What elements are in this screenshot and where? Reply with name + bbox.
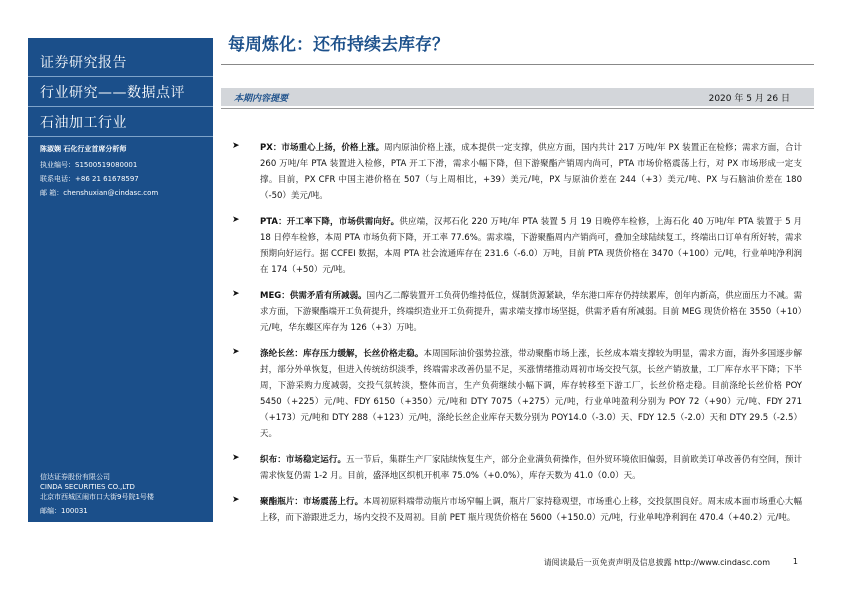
list-item: [232, 214, 802, 278]
arrow-bullet-icon: ➤: [232, 453, 240, 463]
page-number: 1: [792, 557, 798, 566]
analyst-email[interactable]: 邮 箱：chenshuxian@cindasc.com: [40, 189, 159, 197]
item-text: [260, 140, 802, 204]
analyst-license: 执业编号：S1500519080001: [40, 161, 138, 169]
company-info: [40, 472, 154, 516]
sidebar-title-type: 行业研究——数据点评: [40, 85, 185, 101]
arrow-bullet-icon: ➤: [232, 215, 240, 225]
list-item: [232, 346, 802, 442]
company-postcode: 邮编：100031: [40, 507, 88, 515]
item-text: [260, 288, 802, 336]
item-text: [260, 214, 802, 278]
arrow-bullet-icon: ➤: [232, 141, 240, 151]
list-item: [232, 288, 802, 336]
item-lead: 聚酯瓶片：市场震荡上行。: [260, 497, 364, 507]
list-item: [232, 494, 802, 526]
item-lead: MEG：供需矛盾有所减弱。: [260, 291, 367, 301]
title-divider: [221, 64, 814, 65]
arrow-bullet-icon: ➤: [232, 495, 240, 505]
sidebar-title-industry: 石油加工行业: [40, 115, 127, 131]
footer-disclaimer[interactable]: 请阅读最后一页免责声明及信息披露 http://www.cindasc.com: [543, 558, 770, 567]
company-address: 北京市西城区闹市口大街9号院1号楼: [40, 493, 154, 501]
report-date: 2020 年 5 月 26 日: [708, 94, 790, 104]
arrow-bullet-icon: ➤: [232, 289, 240, 299]
item-text: [260, 346, 802, 442]
item-body: 周内原油价格上涨，成本提供一定支撑，供应方面，国内共计 217 万吨/年 PX 装置正在检修；需求方面，合计 260 万吨/年 PTA 装置进入检修，PTA 开工下滑，需求小幅下降，但下游聚酯产销周内尚可，PTA 市场价格震荡上行，对 PX 市场形成一定支撑。目前，PX CFR 中国主港价格在 507（与上周相比，+39）美元/吨，PX 与原油价差在 244（+3）美元/吨、PX 与石脑油价差在 180（-50）美元/吨。: [260, 143, 802, 201]
content-list: [232, 140, 802, 536]
item-body: 五一节后，集群生产厂家陆续恢复生产，部分企业满负荷操作，但外贸环境依旧偏弱，目前欧美订单改善仍有空间，预计需求恢复仍需 1-2 月。目前，盛泽地区织机开机率 75.0%（+0.0%），库存天数为 41.0（0.0）天。: [260, 455, 802, 481]
item-body: 本周初原料端带动瓶片市场窄幅上调，瓶片厂家持稳观望，市场重心上移，交投氛围良好。周末成本面市场重心大幅上移，而下游跟进乏力，场内交投不及周初。目前 PET 瓶片现货价格在 5600（+150.0）元/吨，行业单吨净利润在 470.4（+40.2）元/吨。: [260, 497, 802, 523]
item-lead: 织布：市场稳定运行。: [260, 455, 347, 465]
list-item: [232, 452, 802, 484]
item-text: [260, 494, 802, 526]
item-body: 供应端，汉邦石化 220 万吨/年 PTA 装置 5 月 19 日晚停车检修，上海石化 40 万吨/年 PTA 装置于 5 月 18 日停车检修，本周 PTA 市场负荷下降，开工率 77.6%。需求端，下游聚酯周内产销尚可，叠加全球陆续复工，终端出口订单有所好转，需求预期向好运行。据 CCFEI 数据，本周 PTA 社会流通库存在 231.6（-6.0）万吨，目前 PTA 现货价格在 3470（+100）元/吨，行业单吨净利润在 174（+50）元/吨。: [260, 217, 802, 275]
sidebar-divider: [28, 136, 213, 137]
sidebar: [28, 38, 213, 522]
list-item: [232, 140, 802, 204]
date-divider: [221, 108, 814, 109]
item-lead: 涤纶长丝：库存压力缓解，长丝价格走稳。: [260, 349, 424, 359]
arrow-bullet-icon: ➤: [232, 347, 240, 357]
page-title: 每周炼化：还布持续去库存？: [228, 35, 449, 55]
sidebar-divider: [28, 76, 213, 77]
item-lead: PX：市场重心上扬，价格上涨。: [260, 143, 385, 153]
item-text: [260, 452, 802, 484]
company-name-cn: 信达证券股份有限公司: [40, 473, 110, 481]
sidebar-divider: [28, 106, 213, 107]
company-name-en: CINDA SECURITIES CO.,LTD: [40, 483, 135, 491]
analyst-name: 陈淑娴 石化行业首席分析师: [40, 145, 127, 153]
sidebar-title-report: 证券研究报告: [40, 55, 127, 71]
analyst-phone: 联系电话：+86 21 61678597: [40, 175, 139, 183]
section-title: 本期内容提要: [234, 94, 289, 104]
item-body: 本周国际油价强势拉涨，带动聚酯市场上涨，长丝成本端支撑较为明显，需求方面，海外多国逐步解封，部分外单恢复，但进入传统纺织淡季，终端需求改善仍显不足，买涨情绪推动周初市场交投气氛，长丝产销放量，工厂库存水平下降；下半周，下游采购力度减弱，交投气氛转淡，整体而言，生产负荷继续小幅下调，库存转移至下游工厂，长丝价格走稳。目前涤纶长丝价格 POY 5450（+225）元/吨、FDY 6150（+350）元/吨和 DTY 7075（+275）元/吨，行业单吨盈利分别为 POY 72（+90）元/吨、FDY 271（+173）元/吨和 DTY 288（+123）元/吨，涤纶长丝企业库存天数分别为 POY14.0（-3.0）天、FDY 12.5（-2.0）天和 DTY 29.5（-2.5）天。: [260, 349, 802, 439]
item-lead: PTA：开工率下降，市场供需向好。: [260, 217, 400, 227]
item-body: 国内乙二醇装置开工负荷仍维持低位，煤制货源紧缺，华东港口库存仍持续累库，创年内新高，供应面压力不减。需求方面，下游聚酯端开工负荷提升，终端织造业开工负荷提升，需求端支撑市场坚挺，供需矛盾有所减弱。目前 MEG 现货价格在 3550（+10）元/吨，华东蝶区库存为 126（+3）万吨。: [260, 291, 802, 333]
